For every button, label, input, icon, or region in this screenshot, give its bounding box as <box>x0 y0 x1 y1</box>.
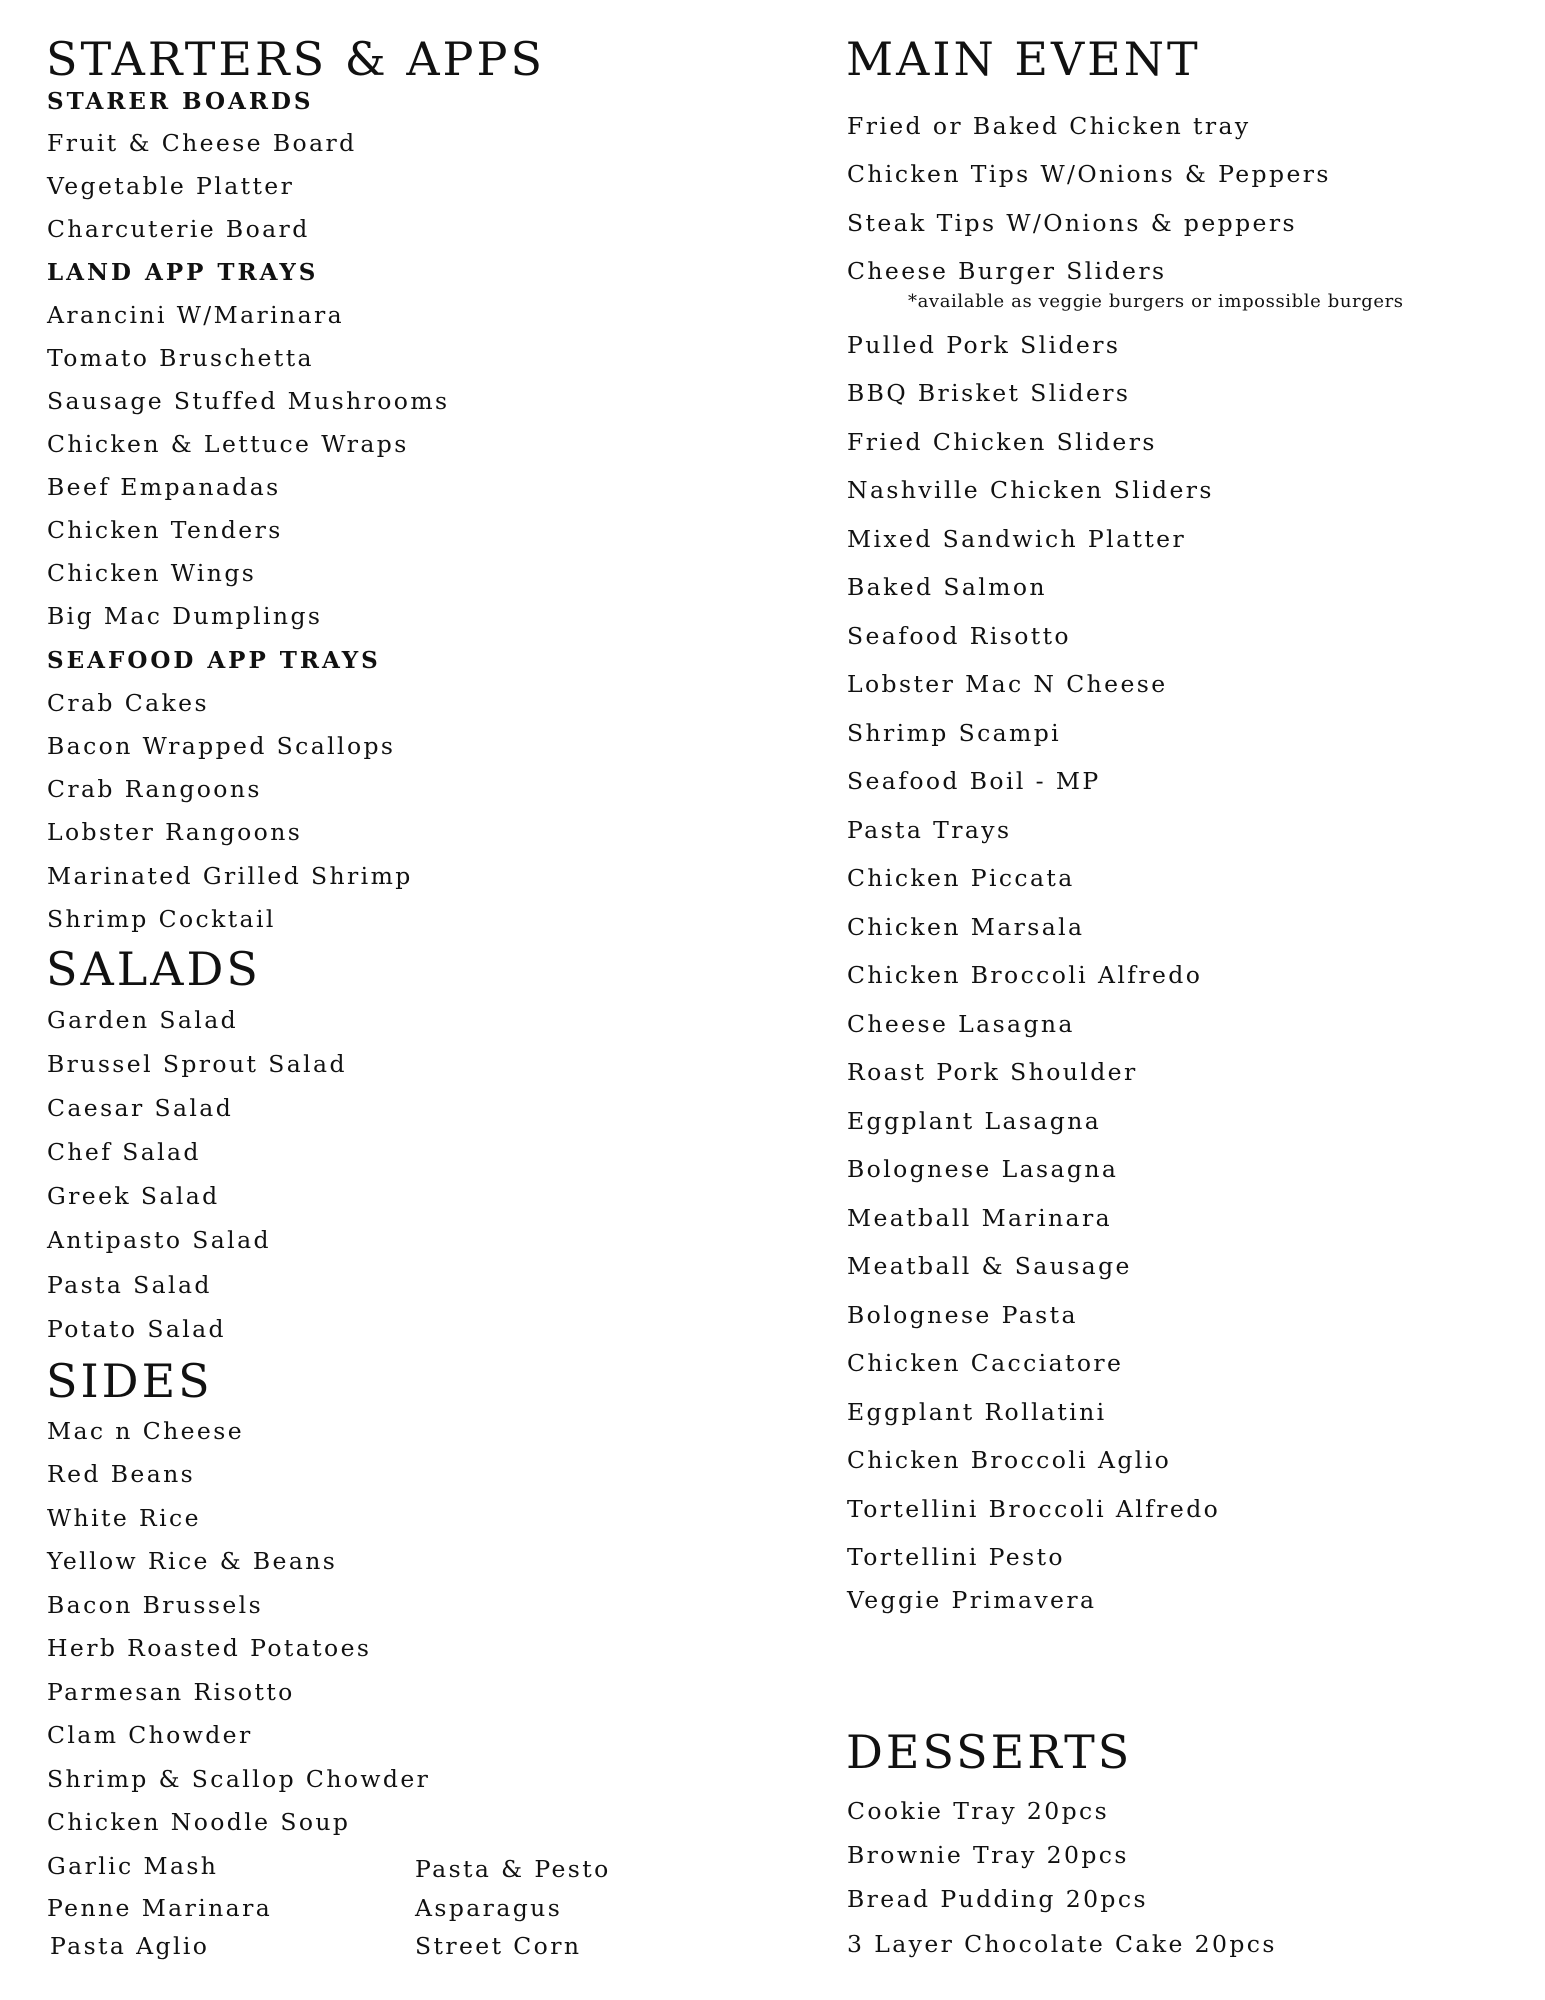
menu-item: Penne Marinara <box>47 1894 273 1922</box>
menu-item: Tortellini Broccoli Alfredo <box>847 1495 1221 1523</box>
menu-item: Shrimp & Scallop Chowder <box>47 1765 431 1793</box>
menu-item: Clam Chowder <box>47 1721 253 1749</box>
menu-item: BBQ Brisket Sliders <box>847 379 1131 407</box>
menu-item: Arancini W/Marinara <box>47 301 345 329</box>
salads-title: SALADS <box>46 942 261 996</box>
menu-item: Chicken Broccoli Alfredo <box>847 961 1203 989</box>
menu-item: Chicken Marsala <box>847 913 1085 941</box>
menu-item: Antipasto Salad <box>47 1226 271 1254</box>
menu-item: Seafood Boil - MP <box>847 767 1101 795</box>
menu-item: Garlic Mash <box>47 1852 219 1880</box>
menu-item: Baked Salmon <box>847 573 1047 601</box>
menu-item: Mixed Sandwich Platter <box>847 525 1187 553</box>
menu-item: Crab Cakes <box>47 689 209 717</box>
main-event-title: MAIN EVENT <box>846 32 1201 86</box>
menu-item: Asparagus <box>415 1894 563 1922</box>
menu-item: Big Mac Dumplings <box>47 602 323 630</box>
menu-item: Lobster Mac N Cheese <box>847 670 1168 698</box>
menu-item: Brownie Tray 20pcs <box>847 1841 1129 1869</box>
menu-item: Meatball Marinara <box>847 1204 1112 1232</box>
menu-item: Pasta Aglio <box>50 1932 210 1960</box>
menu-item: Greek Salad <box>47 1182 220 1210</box>
menu-item: Pasta & Pesto <box>415 1855 611 1883</box>
menu-item: Tortellini Pesto <box>847 1543 1065 1571</box>
menu-item: Cookie Tray 20pcs <box>847 1797 1110 1825</box>
menu-item: Red Beans <box>47 1460 196 1488</box>
menu-item: Sausage Stuffed Mushrooms <box>47 387 450 415</box>
menu-item: Mac n Cheese <box>47 1417 245 1445</box>
starer-boards-subtitle: STARER BOARDS <box>47 88 314 115</box>
menu-item: Chicken Wings <box>47 559 257 587</box>
menu-item: Meatball & Sausage <box>847 1252 1132 1280</box>
menu-item: Chef Salad <box>47 1138 201 1166</box>
menu-item: Veggie Primavera <box>847 1586 1097 1614</box>
menu-item: Fried Chicken Sliders <box>847 428 1157 456</box>
menu-item: Marinated Grilled Shrimp <box>47 862 413 890</box>
menu-item: Steak Tips W/Onions & peppers <box>847 209 1297 237</box>
menu-item: Lobster Rangoons <box>47 818 303 846</box>
menu-item: Chicken Piccata <box>847 864 1075 892</box>
menu-item: Nashville Chicken Sliders <box>847 476 1214 504</box>
menu-item: Garden Salad <box>47 1006 239 1034</box>
menu-item: Vegetable Platter <box>47 172 295 200</box>
menu-item: Cheese Lasagna <box>847 1010 1075 1038</box>
menu-item: Pasta Salad <box>47 1271 212 1299</box>
menu-item: Bread Pudding 20pcs <box>847 1885 1148 1913</box>
menu-item: Seafood Risotto <box>847 622 1071 650</box>
seafood-app-trays-subtitle: SEAFOOD APP TRAYS <box>47 647 381 674</box>
menu-item: Potato Salad <box>47 1315 227 1343</box>
menu-item: White Rice <box>47 1504 201 1532</box>
menu-item: Pulled Pork Sliders <box>847 331 1121 359</box>
menu-item: Beef Empanadas <box>47 473 281 501</box>
menu-item: Fruit & Cheese Board <box>47 129 357 157</box>
menu-item: Bolognese Pasta <box>847 1301 1078 1329</box>
menu-item: Fried or Baked Chicken tray <box>847 112 1251 140</box>
menu-item: Street Corn <box>415 1932 582 1960</box>
menu-item: Brussel Sprout Salad <box>47 1050 347 1078</box>
menu-item: Chicken Tips W/Onions & Peppers <box>847 160 1331 188</box>
menu-item: Bacon Wrapped Scallops <box>47 732 396 760</box>
land-app-trays-subtitle: LAND APP TRAYS <box>47 259 319 286</box>
menu-item: Chicken Tenders <box>47 516 283 544</box>
menu-item: 3 Layer Chocolate Cake 20pcs <box>847 1930 1277 1958</box>
menu-item: Shrimp Cocktail <box>47 905 276 933</box>
menu-item: Parmesan Risotto <box>47 1678 295 1706</box>
menu-item: Yellow Rice & Beans <box>47 1547 338 1575</box>
menu-item: Bacon Brussels <box>47 1591 264 1619</box>
starters-title: STARTERS & APPS <box>46 32 545 86</box>
menu-item: Roast Pork Shoulder <box>847 1058 1138 1086</box>
menu-item: Charcuterie Board <box>47 215 310 243</box>
menu-item: Pasta Trays <box>847 816 1012 844</box>
menu-item: Caesar Salad <box>47 1094 234 1122</box>
menu-item: Chicken Cacciatore <box>847 1349 1124 1377</box>
menu-item: Shrimp Scampi <box>847 719 1062 747</box>
menu-item: Eggplant Rollatini <box>847 1398 1107 1426</box>
menu-item: Chicken & Lettuce Wraps <box>47 430 409 458</box>
menu-item: Eggplant Lasagna <box>847 1107 1102 1135</box>
menu-item: Cheese Burger Sliders <box>847 257 1167 285</box>
menu-item: Bolognese Lasagna <box>847 1155 1119 1183</box>
sides-title: SIDES <box>46 1354 213 1408</box>
menu-item: Chicken Broccoli Aglio <box>847 1446 1172 1474</box>
menu-item: Crab Rangoons <box>47 775 262 803</box>
menu-item: Chicken Noodle Soup <box>47 1808 351 1836</box>
slider-note: *available as veggie burgers or impossible burgers <box>908 291 1404 312</box>
desserts-title: DESSERTS <box>846 1725 1133 1779</box>
menu-item: Tomato Bruschetta <box>47 344 314 372</box>
menu-item: Herb Roasted Potatoes <box>47 1634 372 1662</box>
